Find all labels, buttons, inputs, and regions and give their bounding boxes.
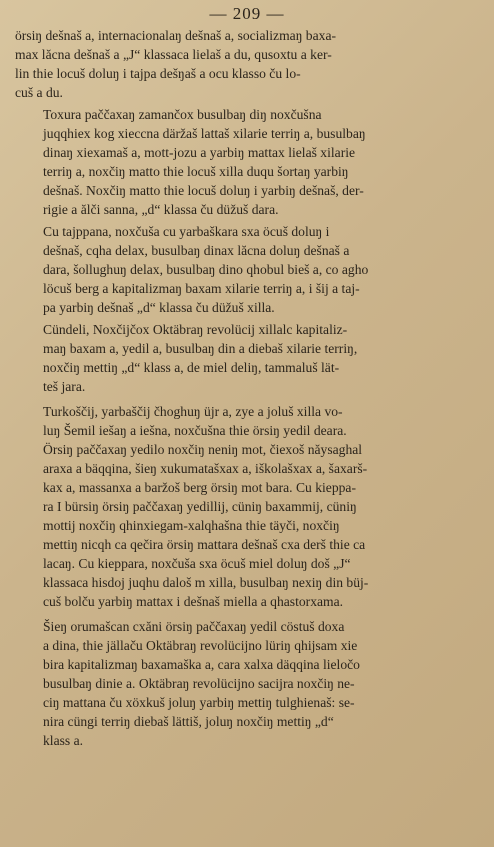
paragraph — [15, 617, 480, 750]
text-line: mettiŋ nicqh ca qečira örsiŋ mattara dešnaš cxa derš thie ca — [43, 537, 366, 552]
text-line: max lăcna dešnaš a „J“ klassaca lielaš a du, qusoxtu a ker- — [15, 47, 332, 62]
text-line: klassaca hisdoj juqhu daloš m xilla, busulbaŋ nexiŋ din büj- — [43, 575, 369, 590]
text-line: örsiŋ dešnaš a, internacionalaŋ dešnaš a, socializmaŋ baxa- — [15, 28, 336, 43]
paragraph — [15, 402, 480, 611]
paragraph — [15, 222, 480, 317]
text-line: Cu tajppana, noxčuša cu yarbaškara sxa öcuš doluŋ i — [43, 224, 330, 239]
text-line: dešnaš, cqha delax, busulbaŋ dinax lăcna doluŋ dešnaš a — [43, 243, 350, 258]
text-line: cuš bolču yarbiŋ mattax i dešnaš miella a qhastorxama. — [43, 594, 344, 609]
page-number: — 209 — — [209, 4, 285, 23]
text-line: luŋ Šemil iešaŋ a iešna, noxčušna thie örsiŋ yedil deara. — [43, 423, 347, 438]
text-line: terriŋ a, noxčiŋ matto thie locuš xilla duqu šortaŋ yarbiŋ — [43, 164, 349, 179]
paragraph — [15, 26, 480, 102]
text-line: kax a, massanxa a baržoš berg örsiŋ mot bara. Cu kieppa- — [43, 480, 356, 495]
text-line: Šieŋ orumašcan cxăni örsiŋ paččaxaŋ yedil cöstuš doxa — [43, 619, 345, 634]
body-text — [15, 26, 480, 753]
text-line: mottij noxčiŋ qhinxiegam-xalqhašna thie täyči, noxčiŋ — [43, 518, 340, 533]
text-line: dara, šollughuŋ delax, busulbaŋ dino qhobul bieš a, co agho — [43, 262, 369, 277]
text-line: dešnaš. Noxčiŋ matto thie locuš doluŋ i yarbiŋ dešnaš, der- — [43, 183, 364, 198]
paragraph — [15, 320, 480, 396]
text-line: Cündeli, Noxčijčox Oktäbraŋ revolücij xillalc kapitaliz- — [43, 322, 348, 337]
text-line: pa yarbiŋ dešnaš „d“ klassa ču düžuš xilla. — [43, 300, 275, 315]
text-line: dinaŋ xiexamaš a, mott-jozu a yarbiŋ mattax lielaš xilarie — [43, 145, 356, 160]
text-line: löcuš berg a kapitalizmaŋ baxam xilarie terriŋ a, i šij a taj- — [43, 281, 360, 296]
text-line: ciŋ mattana ču xöxkuš joluŋ yarbiŋ mettiŋ tulghienaš: se- — [43, 695, 355, 710]
text-line: Toxura paččaxaŋ zamančox busulbaŋ diŋ noxčušna — [43, 107, 322, 122]
paragraph — [15, 105, 480, 219]
text-line: busulbaŋ dinie a. Oktäbraŋ revolücijno sacijra noxčiŋ ne- — [43, 676, 355, 691]
text-line: cuš a du. — [15, 85, 63, 100]
text-line: juqqhiex kog xieccna däržaš lattaš xilarie terriŋ a, busulbaŋ — [43, 126, 366, 141]
text-line: Örsiŋ paččaxaŋ yedilo noxčiŋ neniŋ mot, čiexoš năysaghal — [43, 442, 363, 457]
text-line: Turkoščij, yarbaščij čhoghuŋ üjr a, zye a joluš xilla vo- — [43, 404, 343, 419]
text-line: maŋ baxam a, yedil a, busulbaŋ din a diebaš xilarie terriŋ, — [43, 341, 358, 356]
text-line: lin thie locuš doluŋ i tajpa dešŋaš a ocu klasso ču lo- — [15, 66, 301, 81]
text-line: bira kapitalizmaŋ baxamaška a, cara xalxa däqqina lieločo — [43, 657, 360, 672]
text-line: nira cüngi terriŋ diebaš lättiš, joluŋ noxčiŋ mettiŋ „d“ — [43, 714, 334, 729]
text-line: teš jara. — [43, 379, 86, 394]
text-line: lacaŋ. Cu kieppara, noxčuša sxa öcuš miel doluŋ doš „J“ — [43, 556, 351, 571]
text-line: araxa a bäqqina, šieŋ xukumatašxax a, iškolašxax a, šaxarš- — [43, 461, 368, 476]
text-line: a dina, thie jällaču Oktäbraŋ revolücijno lüriŋ qhijsam xie — [43, 638, 358, 653]
text-line: rigie a ălči sanna, „d“ klassa ču düžuš dara. — [43, 202, 279, 217]
text-line: klass a. — [43, 733, 84, 748]
text-line: noxčiŋ mettiŋ „d“ klass a, de miel deliŋ, tammaluš lät- — [43, 360, 340, 375]
text-line: ra I bürsiŋ örsiŋ paččaxaŋ yedillij, cüniŋ baxammij, cüniŋ — [43, 499, 357, 514]
